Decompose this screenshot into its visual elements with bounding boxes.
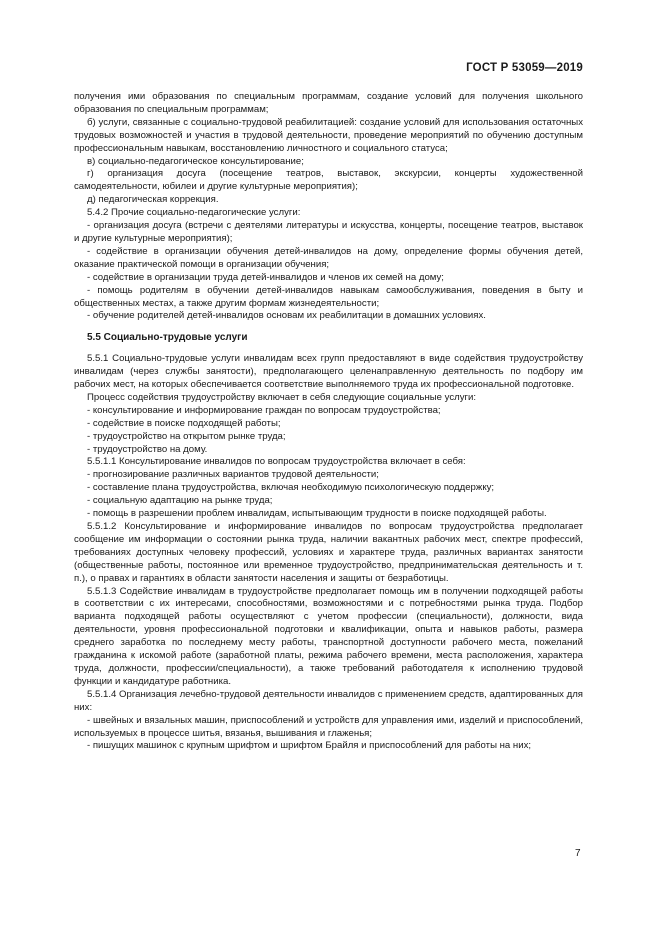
list-item: - помощь родителям в обучении детей-инвалидов навыкам самообслуживания, поведения в быту и общественных местах, а также другим формам жизнедеятельности;: [74, 284, 583, 309]
paragraph: 5.5.1.4 Организация лечебно-трудовой деятельности инвалидов с применением средств, адаптированных для них:: [74, 688, 583, 713]
list-item: - трудоустройство на открытом рынке труда;: [87, 430, 286, 442]
list-item: - содействие в организации труда детей-инвалидов и членов их семей на дому;: [87, 271, 444, 283]
list-item: - содействие в поиске подходящей работы;: [87, 417, 281, 429]
list-item: - пишущих машинок с крупным шрифтом и шрифтом Брайля и приспособлений для работы на них;: [87, 740, 532, 752]
page-body: [74, 91, 583, 753]
paragraph: Процесс содействия трудоустройству включает в себя следующие социальные услуги:: [87, 391, 477, 403]
paragraph: получения ими образования по специальным программам, создание условий для получения школьного образования по специальным программам;: [74, 91, 583, 115]
list-item: - консультирование и информирование граждан по вопросам трудоустройства;: [87, 404, 441, 416]
list-item: - составление плана трудоустройства, включая необходимую психологическую поддержку;: [87, 482, 495, 494]
list-item: г) организация досуга (посещение театров, выставок, экскурсии, концерты художественной самодеятельности, юбилеи и другие культурные мероприятия);: [74, 168, 583, 193]
paragraph: 5.5.1 Социально-трудовые услуги инвалидам всех групп предоставляют в виде содействия трудоустройству инвалидам (через службы занятости), предполагающего целенаправленную деятельность по подбору им рабочих мест, на которых обеспечивается соответствие выполняемого труда их профессиональной подготовке.: [74, 353, 583, 391]
clause-heading: 5.4.2 Прочие социально-педагогические услуги:: [87, 207, 301, 219]
list-item: б) услуги, связанные с социально-трудовой реабилитацией: создание условий для использования остаточных трудовых возможностей и участия в трудовой деятельности, проведение мероприятий по обучению доступным профессиональным навыкам, восстановлению личностного и социального статуса;: [74, 116, 583, 154]
paragraph: 5.5.1.3 Содействие инвалидам в трудоустройстве предполагает помощь им в получении подходящей работы в соответствии с их интересами, способностями, возможностями и с потребностями рынка труда. Подбор варианта подходящей работы осуществляют с учетом профессии (специальности), должности, вида деятельности, уровня профессиональной подготовки и квалификации, опыта и навыков работы, размера среднего заработка по последнему месту работы, транспортной доступности рабочего места, пожеланий гражданина к искомой работе (заработной платы, режима рабочего времени, места расположения, характера труда, должности, профессии/специальности), а также требований работодателя к исполнению трудовой функции и кандидатуре работника.: [74, 585, 583, 687]
list-item: в) социально-педагогическое консультирование;: [87, 155, 304, 167]
list-item: - прогнозирование различных вариантов трудовой деятельности;: [87, 469, 379, 481]
list-item: - швейных и вязальных машин, приспособлений и устройств для управления ими, изделий и приспособлений, используемых в процессе шитья, вязанья, вышивания и глаженья;: [74, 714, 583, 739]
page-number: 7: [575, 848, 581, 859]
list-item: - трудоустройство на дому.: [87, 443, 208, 455]
list-item: - организация досуга (встречи с деятелями литературы и искусства, концерты, посещение театров, выставок и другие культурные мероприятия);: [74, 220, 583, 244]
clause-heading: 5.5.1.1 Консультирование инвалидов по вопросам трудоустройства включает в себя:: [87, 456, 466, 468]
list-item: - социальную адаптацию на рынке труда;: [87, 495, 273, 507]
paragraph: 5.5.1.2 Консультирование и информирование инвалидов по вопросам трудоустройства предполагает сообщение им информации о состоянии рынка труда, наличии вакантных рабочих мест, спектре профессий, требованиях доступных человеку профессий, условиях и характере труда, различных вариантах занятости (общественные работы, постоянное или временное трудоустройство, предпринимательская деятельность и т. п.), о правах и гарантиях в области занятости населения и защиты от безработицы.: [74, 521, 583, 584]
list-item: - обучение родителей детей-инвалидов основам их реабилитации в домашних условиях.: [87, 310, 486, 322]
list-item: - помощь в разрешении проблем инвалидам, испытывающим трудности в поиске подходящей работы.: [87, 508, 547, 520]
section-heading: 5.5 Социально-трудовые услуги: [87, 332, 248, 344]
list-item: д) педагогическая коррекция.: [87, 194, 219, 206]
list-item: - содействие в организации обучения детей-инвалидов на дому, определение формы обучения детей, оказание практической помощи в организации обучения;: [74, 245, 583, 270]
standard-header: ГОСТ Р 53059—2019: [466, 62, 583, 74]
